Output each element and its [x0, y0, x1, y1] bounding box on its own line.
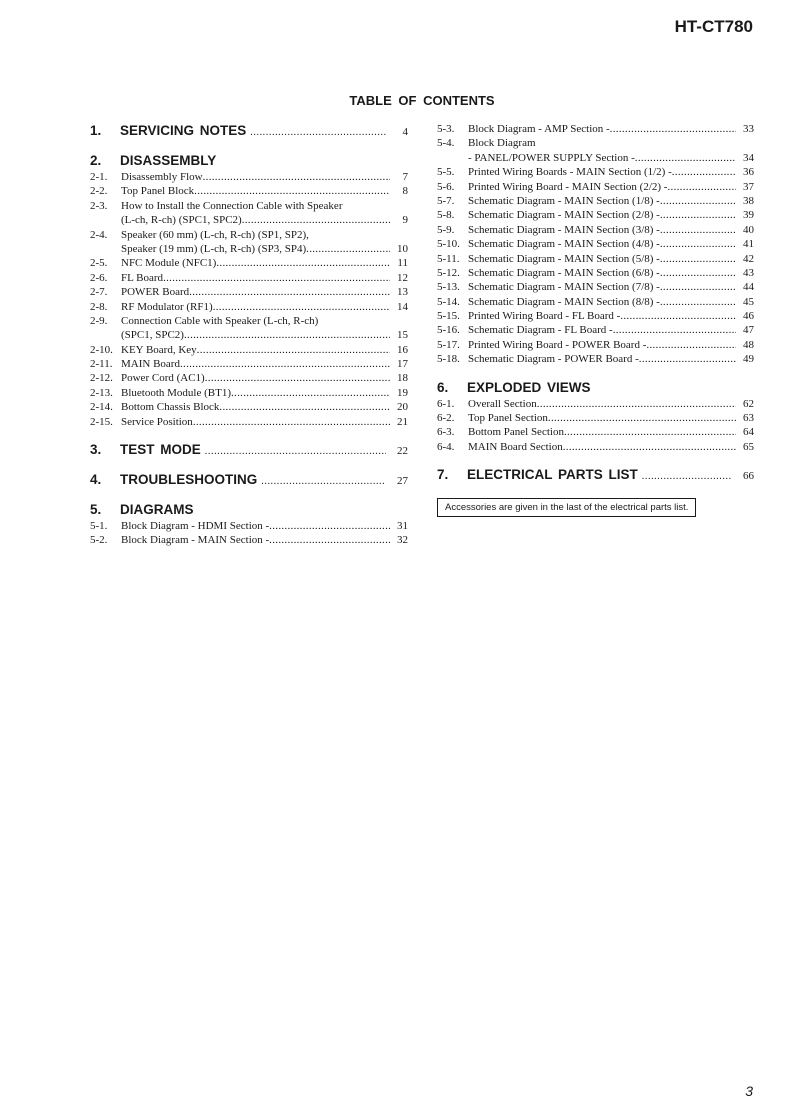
entry-page: 65	[743, 440, 754, 453]
entry-page: 9	[402, 214, 408, 227]
entry-number: 5-6.	[437, 180, 455, 193]
entry-page: 36	[743, 166, 754, 179]
toc-section-entry[interactable]	[90, 122, 408, 140]
entry-label: Power Cord (AC1)	[121, 372, 205, 385]
dot-leader	[205, 443, 386, 461]
entry-label: Schematic Diagram - MAIN Section (3/8) -	[468, 223, 660, 236]
entry-number: 5-18.	[437, 353, 460, 366]
entry-page: 11	[397, 257, 408, 270]
dot-leader	[213, 300, 390, 314]
entry-label: Printed Wiring Board - FL Board -	[468, 310, 621, 323]
entry-number: 2-6.	[90, 271, 108, 284]
entry-label: Speaker (19 mm) (L-ch, R-ch) (SP3, SP4)	[121, 242, 307, 255]
entry-number: 5-7.	[437, 194, 455, 207]
toc-item-entry[interactable]	[90, 242, 408, 256]
entry-label: Schematic Diagram - MAIN Section (5/8) -	[468, 252, 660, 265]
toc-item-entry[interactable]	[90, 371, 408, 385]
entry-label: Printed Wiring Boards - MAIN Section (1/2) -	[468, 166, 672, 179]
entry-number: 2-13.	[90, 386, 113, 399]
toc-item-entry[interactable]	[437, 280, 754, 294]
entry-label: Speaker (60 mm) (L-ch, R-ch) (SP1, SP2),	[121, 228, 309, 241]
entry-label: Block Diagram - HDMI Section -	[121, 520, 270, 533]
entry-number: 5-10.	[437, 238, 460, 251]
dot-leader	[216, 256, 390, 270]
entry-label: DISASSEMBLY	[120, 153, 217, 168]
entry-page: 32	[397, 534, 408, 547]
toc-item-entry[interactable]	[437, 440, 754, 454]
toc-item-entry[interactable]	[437, 425, 754, 439]
toc-item-entry[interactable]	[437, 180, 754, 194]
toc-item-entry[interactable]	[437, 397, 754, 411]
toc-item-entry[interactable]	[437, 309, 754, 323]
entry-number: 2-15.	[90, 415, 113, 428]
toc-item-entry[interactable]	[90, 343, 408, 357]
toc-right-column	[437, 122, 754, 517]
entry-label: (SPC1, SPC2)	[121, 329, 184, 342]
entry-label: RF Modulator (RF1)	[121, 300, 213, 313]
toc-section-entry[interactable]	[437, 379, 754, 397]
toc-section-entry[interactable]	[90, 441, 408, 459]
dot-leader	[261, 473, 386, 491]
entry-page: 20	[397, 401, 408, 414]
toc-item-entry[interactable]	[90, 400, 408, 414]
entry-number: 2-14.	[90, 401, 113, 414]
entry-page: 14	[397, 300, 408, 313]
entry-page: 16	[397, 343, 408, 356]
entry-label: DIAGRAMS	[120, 502, 194, 518]
dot-leader	[564, 425, 736, 439]
model-number: HT-CT780	[674, 17, 753, 36]
entry-label: Bottom Panel Section	[468, 426, 564, 439]
entry-page: 40	[743, 223, 754, 236]
dot-leader	[163, 271, 390, 285]
entry-label: MAIN Board	[121, 358, 180, 371]
entry-number: 5-2.	[90, 534, 108, 547]
entry-page: 4	[402, 126, 408, 138]
entry-number: 2-3.	[90, 199, 108, 212]
entry-number: 7.	[437, 467, 449, 483]
toc-item-entry[interactable]	[437, 266, 754, 280]
entry-page: 42	[743, 252, 754, 265]
toc-item-entry[interactable]	[437, 411, 754, 425]
entry-number: 2-10.	[90, 343, 113, 356]
entry-page: 63	[743, 412, 754, 425]
entry-label: Schematic Diagram - MAIN Section (1/8) -	[468, 194, 660, 207]
entry-number: 5-15.	[437, 310, 460, 323]
entry-number: 5-14.	[437, 295, 460, 308]
entry-number: 5-3.	[437, 123, 455, 135]
entry-number: 5-9.	[437, 223, 455, 236]
toc-left-column	[90, 122, 408, 548]
entry-label: Block Diagram	[468, 137, 536, 150]
entry-label: How to Install the Connection Cable with Speaker	[121, 199, 343, 212]
entry-page: 31	[397, 520, 408, 533]
entry-number: 2-11.	[90, 358, 113, 371]
toc-item-entry[interactable]	[90, 519, 408, 533]
entry-number: 4.	[90, 472, 102, 488]
entry-label: KEY Board, Key	[121, 343, 197, 356]
dot-leader	[660, 208, 736, 222]
entry-number: 5-4.	[437, 137, 455, 150]
entry-label: ELECTRICAL PARTS LIST	[467, 467, 638, 483]
entry-number: 6.	[437, 379, 449, 395]
entry-number: 2-4.	[90, 228, 108, 241]
entry-number: 6-2.	[437, 412, 455, 425]
toc-item-entry[interactable]	[90, 228, 408, 242]
entry-number: 2-5.	[90, 257, 108, 270]
toc-section-entry[interactable]	[437, 466, 754, 484]
toc-item-entry[interactable]	[437, 136, 754, 150]
entry-number: 5.	[90, 502, 102, 518]
entry-number: 5-12.	[437, 266, 460, 279]
dot-leader	[219, 400, 390, 414]
entry-number: 2-2.	[90, 185, 108, 198]
entry-page: 17	[397, 358, 408, 371]
toc-item-entry[interactable]	[437, 237, 754, 251]
toc-section-entry[interactable]	[90, 471, 408, 489]
page-number: 3	[745, 1083, 753, 1099]
toc-item-entry[interactable]	[437, 122, 754, 136]
toc-item-entry[interactable]	[437, 323, 754, 337]
dot-leader	[660, 266, 736, 280]
toc-item-entry[interactable]	[90, 533, 408, 547]
entry-label: NFC Module (NFC1)	[121, 257, 217, 270]
dot-leader	[193, 415, 390, 429]
dot-leader	[660, 280, 736, 294]
entry-number: 2-12.	[90, 372, 113, 385]
dot-leader	[613, 323, 736, 337]
entry-number: 3.	[90, 442, 102, 458]
toc-item-entry[interactable]	[437, 223, 754, 237]
dot-leader	[306, 242, 390, 256]
entry-label: (L-ch, R-ch) (SPC1, SPC2)	[121, 214, 242, 227]
toc-item-entry[interactable]	[437, 165, 754, 179]
entry-page: 10	[397, 242, 408, 255]
dot-leader	[646, 338, 736, 352]
dot-leader	[660, 194, 736, 208]
dot-leader	[194, 184, 390, 198]
entry-number: 6-1.	[437, 397, 455, 410]
dot-leader	[620, 309, 736, 323]
dot-leader	[203, 170, 390, 184]
entry-number: 2-1.	[90, 171, 108, 183]
entry-label: Schematic Diagram - FL Board -	[468, 324, 613, 337]
toc-item-entry[interactable]	[437, 194, 754, 208]
entry-number: 5-1.	[90, 520, 108, 533]
entry-page: 49	[743, 353, 754, 366]
entry-label: Schematic Diagram - MAIN Section (4/8) -	[468, 238, 660, 251]
entry-label: Top Panel Block	[121, 185, 195, 198]
entry-label: Bottom Chassis Block	[121, 401, 220, 414]
entry-page: 13	[397, 286, 408, 299]
dot-leader	[639, 352, 736, 366]
dot-leader	[610, 122, 736, 136]
entry-label: - PANEL/POWER SUPPLY Section -	[468, 151, 635, 164]
entry-number: 2-9.	[90, 314, 108, 327]
entry-label: Schematic Diagram - MAIN Section (7/8) -	[468, 281, 660, 294]
entry-label: Bluetooth Module (BT1)	[121, 386, 231, 399]
entry-page: 33	[743, 123, 754, 135]
entry-page: 48	[743, 338, 754, 351]
toc-item-entry[interactable]	[437, 208, 754, 222]
dot-leader	[180, 357, 390, 371]
entry-number: 2-8.	[90, 300, 108, 313]
entry-label: Block Diagram - AMP Section -	[468, 123, 610, 135]
entry-number: 2-7.	[90, 286, 108, 299]
entry-label: Schematic Diagram - POWER Board -	[468, 353, 639, 366]
dot-leader	[537, 397, 736, 411]
entry-label: FL Board	[121, 271, 164, 284]
entry-label: Disassembly Flow	[121, 171, 203, 183]
dot-leader	[250, 124, 386, 142]
toc-item-entry[interactable]	[90, 271, 408, 285]
toc-item-entry[interactable]	[437, 151, 754, 165]
entry-page: 22	[397, 445, 408, 458]
entry-label: MAIN Board Section	[468, 440, 563, 453]
entry-number: 5-11.	[437, 252, 460, 265]
entry-page: 41	[743, 238, 754, 251]
spacer	[90, 429, 408, 441]
entry-page: 45	[743, 295, 754, 308]
dot-leader	[667, 180, 736, 194]
entry-label: EXPLODED VIEWS	[467, 379, 591, 395]
toc-item-entry[interactable]	[90, 415, 408, 429]
dot-leader	[672, 165, 736, 179]
dot-leader	[660, 237, 736, 251]
entry-page: 15	[397, 329, 408, 342]
entry-page: 64	[743, 426, 754, 439]
dot-leader	[189, 285, 390, 299]
entry-number: 5-16.	[437, 324, 460, 337]
dot-leader	[660, 295, 736, 309]
entry-page: 18	[397, 372, 408, 385]
entry-label: TROUBLESHOOTING	[120, 472, 258, 488]
dot-leader	[269, 519, 390, 533]
entry-number: 6-3.	[437, 426, 455, 439]
entry-page: 27	[397, 475, 408, 488]
entry-label: Schematic Diagram - MAIN Section (2/8) -	[468, 209, 660, 222]
toc-item-entry[interactable]	[90, 256, 408, 270]
entry-label: Schematic Diagram - MAIN Section (8/8) -	[468, 295, 660, 308]
entry-label: SERVICING NOTES	[120, 123, 247, 138]
entry-label: Printed Wiring Board - MAIN Section (2/2) -	[468, 180, 668, 193]
dot-leader	[660, 223, 736, 237]
dot-leader	[197, 343, 390, 357]
entry-page: 43	[743, 266, 754, 279]
entry-number: 6-4.	[437, 440, 455, 453]
entry-number: 2.	[90, 153, 102, 168]
toc-item-entry[interactable]	[90, 285, 408, 299]
entry-label: Top Panel Section	[468, 412, 548, 425]
toc-item-entry[interactable]	[90, 170, 408, 184]
dot-leader	[231, 386, 390, 400]
dot-leader	[269, 533, 390, 547]
entry-label: Connection Cable with Speaker (L-ch, R-ch)	[121, 314, 319, 327]
entry-page: 37	[743, 180, 754, 193]
dot-leader	[563, 440, 736, 454]
toc-item-entry[interactable]	[90, 314, 408, 328]
dot-leader	[205, 371, 390, 385]
entry-page: 62	[743, 397, 754, 410]
toc-item-entry[interactable]	[90, 386, 408, 400]
entry-number: 5-13.	[437, 281, 460, 294]
toc-item-entry[interactable]	[90, 328, 408, 342]
spacer	[437, 454, 754, 466]
toc-section-entry[interactable]	[90, 152, 408, 170]
toc-item-entry[interactable]	[437, 352, 754, 366]
accessories-note: Accessories are given in the last of the electrical parts list.	[437, 498, 696, 517]
entry-page: 34	[743, 151, 754, 164]
entry-page: 44	[743, 281, 754, 294]
entry-number: 5-17.	[437, 338, 460, 351]
entry-label: POWER Board	[121, 286, 190, 299]
dot-leader	[660, 252, 736, 266]
toc-item-entry[interactable]	[90, 184, 408, 198]
toc-title: TABLE OF CONTENTS	[349, 93, 495, 108]
toc-item-entry[interactable]	[90, 357, 408, 371]
entry-page: 46	[743, 310, 754, 323]
entry-label: Service Position	[121, 415, 193, 428]
toc-item-entry[interactable]	[90, 199, 408, 213]
toc-item-entry[interactable]	[90, 213, 408, 227]
toc-item-entry[interactable]	[437, 295, 754, 309]
entry-number: 1.	[90, 123, 102, 138]
dot-leader	[548, 411, 736, 425]
toc-item-entry[interactable]	[90, 300, 408, 314]
dot-leader	[242, 213, 390, 227]
toc-item-entry[interactable]	[437, 252, 754, 266]
entry-page: 39	[743, 209, 754, 222]
entry-number: 5-8.	[437, 209, 455, 222]
dot-leader	[184, 328, 390, 342]
entry-page: 66	[743, 470, 754, 483]
entry-label: Block Diagram - MAIN Section -	[121, 534, 270, 547]
dot-leader	[642, 468, 732, 486]
dot-leader	[635, 151, 736, 165]
entry-page: 19	[397, 386, 408, 399]
entry-number: 5-5.	[437, 166, 455, 179]
toc-item-entry[interactable]	[437, 338, 754, 352]
entry-page: 12	[397, 271, 408, 284]
entry-page: 21	[397, 415, 408, 428]
entry-label: Overall Section	[468, 397, 537, 410]
toc-section-entry[interactable]	[90, 501, 408, 519]
entry-page: 38	[743, 194, 754, 207]
entry-label: TEST MODE	[120, 442, 201, 458]
entry-label: Printed Wiring Board - POWER Board -	[468, 338, 647, 351]
entry-page: 7	[402, 171, 408, 183]
spacer	[437, 367, 754, 379]
entry-page: 8	[402, 185, 408, 198]
entry-label: Schematic Diagram - MAIN Section (6/8) -	[468, 266, 660, 279]
entry-page: 47	[743, 324, 754, 337]
